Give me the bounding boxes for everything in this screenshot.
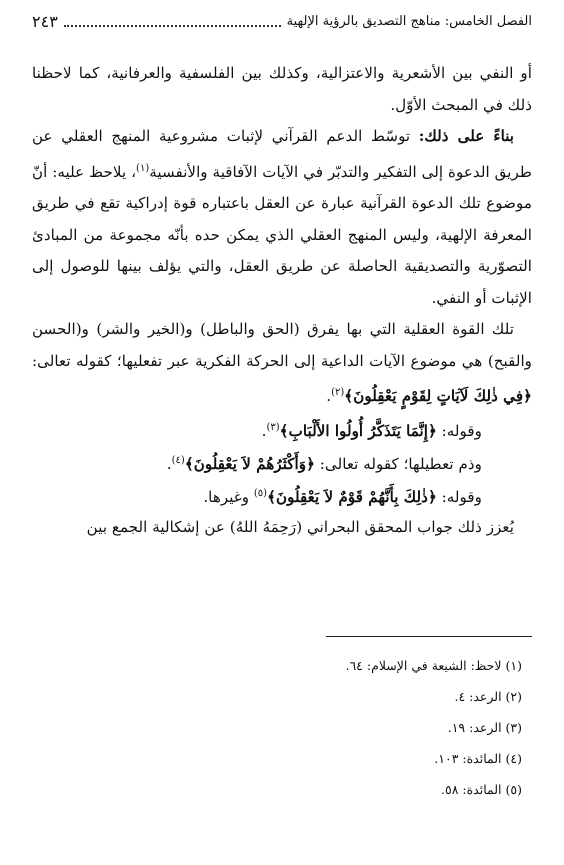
footnote-separator	[326, 636, 532, 637]
running-title: الفصل الخامس: مناهج التصديق بالرؤية الإلهية	[286, 13, 532, 29]
footnote-ref-3: (٣)	[266, 421, 280, 433]
footnotes	[32, 650, 522, 805]
quote-line-2: وذم تعطيلها؛ كقوله تعالى: ﴿وَأَكْثَرُهُمْ لاَ يَعْقِلُونَ﴾$^{(٤)}$.	[166, 454, 482, 473]
paragraph-3-text: تلك القوة العقلية التي بها يفرق (الحق والباطل) و(الخير والشر) و(الحسن والقبح) هي موضوع الآيات الداعية إلى الحركة الفكرية عبر تفعليها؛ كقوله تعالى:	[32, 320, 532, 370]
footnote-ref-1: (١)	[136, 162, 150, 174]
page-number: ٢٤٣	[32, 11, 58, 31]
paragraph-2-lead: بناءً على ذلك:	[418, 127, 515, 145]
quran-verse-1: ﴿فِي ذٰلِكَ لَآيَاتٍ لِقَوْمٍ يَعْقِلُونَ﴾	[344, 387, 532, 406]
quote-line-3: وقوله: ﴿ذٰلِكَ بِأَنَّهُمْ قَوْمٌ لاَ يَعْقِلُونَ﴾$^{(٥)}$ وغيرها.	[203, 487, 482, 506]
paragraph-2	[32, 121, 532, 314]
footnote-1: (١) لاحظ: الشيعة في الإسلام: ٦٤.	[345, 658, 522, 673]
quran-verse-2: ﴿إِنَّمَا يَتَذَكَّرُ أُولُوا الأَلْبَابِ﴾	[279, 421, 437, 440]
paragraph-3: تلك القوة العقلية التي بها يفرق (الحق والباطل) و(الخير والشر) و(الحسن والقبح) هي موضوع الآيات الداعية إلى الحركة الفكرية عبر تفعليها؛ كقوله تعالى: ﴿فِي ذٰلِكَ لَآيَاتٍ لِقَوْمٍ يَعْقِلُونَ﴾$^{(٢)}$.	[32, 320, 532, 406]
quran-verse-3: ﴿وَأَكْثَرُهُمْ لاَ يَعْقِلُونَ﴾	[184, 454, 315, 473]
paragraph-4: يُعزز ذلك جواب المحقق البحراني (رَحِمَهُ اللهُ) عن إشكالية الجمع بين	[86, 517, 514, 536]
quran-verse-4: ﴿ذٰلِكَ بِأَنَّهُمْ قَوْمٌ لاَ يَعْقِلُونَ﴾	[267, 487, 437, 506]
footnote-4: (٤) المائدة: ١٠٣.	[434, 751, 522, 766]
footnote-ref-5: (٥)	[253, 487, 268, 499]
footnote-5: (٥) المائدة: ٥٨.	[441, 782, 522, 797]
footnote-ref-2: (٢)	[331, 387, 345, 399]
quote-line-1: وقوله: ﴿إِنَّمَا يَتَذَكَّرُ أُولُوا الأَلْبَابِ﴾$^{(٣)}$.	[261, 421, 482, 440]
page-header	[32, 8, 532, 34]
paragraph-2-end: ، يلاحظ عليه: أنّ موضوع تلك الدعوة القرآنية عبارة عن العقل باعتباره قوة إدراكية تقع في طريق المعرفة الإلهية، وليس المنهج العقلي الذي يمكن حده بأنّه مجموعة من المبادئ التصوّرية والتصديقية الحاصلة عن طريق العقل، والتي يؤلف بينها للوصول إلى الإثبات أو النفي.	[32, 162, 532, 307]
main-text	[32, 58, 532, 543]
footnote-ref-4: (٤)	[171, 454, 185, 466]
footnote-3: (٣) الرعد: ١٩.	[447, 720, 522, 735]
footnote-2: (٢) الرعد: ٤.	[454, 689, 522, 704]
paragraph-1: أو النفي بين الأشعرية والاعتزالية، وكذلك بين الفلسفية والعرفانية، كما لاحظنا ذلك في المبحث الأوّل.	[32, 64, 532, 114]
paragraph-2-text: توسّط الدعم القرآني لإثبات مشروعية المنهج العقلي عن طريق الدعوة إلى التفكير والتدبّر في الآيات الآفاقية والأنفسية	[32, 127, 532, 181]
header-leader-dots	[64, 24, 281, 27]
